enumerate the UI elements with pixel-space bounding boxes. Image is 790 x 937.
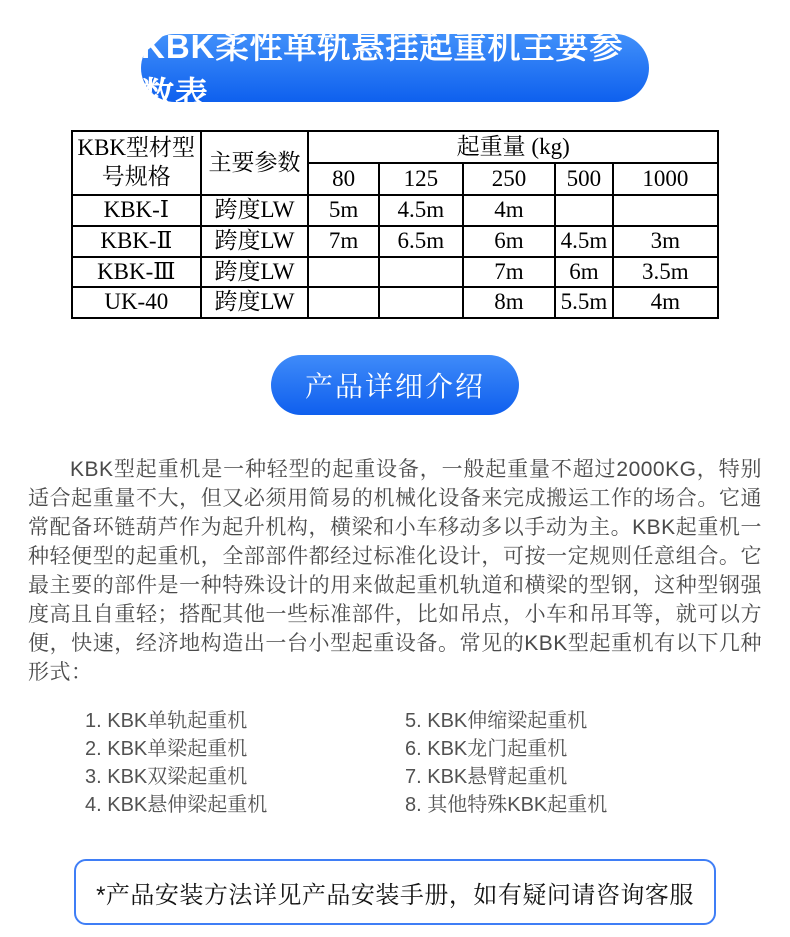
intro-paragraph: KBK型起重机是一种轻型的起重设备，一般起重量不超过2000KG，特别适合起重量不大，但又必须用简易的机械化设备来完成搬运工作的场合。它通常配备环链葫芦作为起升机构，横梁和小车移动多以手动为主。KBK起重机一种轻便型的起重机，全部部件都经过标准化设计，可按一定规则任意组合。它最主要的部件是一种特殊设计的用来做起重机轨道和横梁的型钢，这种型钢强度高且自重轻；搭配其他一些标准部件，比如吊点，小车和吊耳等，就可以方便，快速，经济地构造出一台小型起重设备。常见的KBK型起重机有以下几种形式： xyxy=(28,458,762,684)
table-row xyxy=(72,195,718,226)
list-item: 5. KBK伸缩梁起重机 xyxy=(405,710,588,732)
param-cell: 跨度LW xyxy=(201,195,309,226)
list-item: 1. KBK单轨起重机 xyxy=(85,710,248,732)
value-cell xyxy=(613,195,718,226)
value-cell: 5.5m xyxy=(555,287,612,318)
value-cell: 5m xyxy=(308,195,378,226)
table-row xyxy=(72,287,718,318)
value-cell: 3m xyxy=(613,226,718,257)
capacity-header-cell: 80 xyxy=(308,163,378,195)
product-detail-button-label: 产品详细介绍 xyxy=(304,371,485,402)
value-cell: 4.5m xyxy=(379,195,463,226)
param-cell: 跨度LW xyxy=(201,226,309,257)
list-item: 3. KBK双梁起重机 xyxy=(85,766,248,788)
crane-type-list-right xyxy=(405,707,790,819)
table-header-row-1 xyxy=(72,131,718,163)
value-cell: 6m xyxy=(463,226,555,257)
value-cell xyxy=(308,257,378,288)
value-cell: 6.5m xyxy=(379,226,463,257)
value-cell: 4m xyxy=(463,195,555,226)
parameters-table xyxy=(71,130,719,319)
capacity-header-cell: 500 xyxy=(555,163,612,195)
value-cell: 4m xyxy=(613,287,718,318)
list-item: 7. KBK悬臂起重机 xyxy=(405,766,568,788)
model-cell: UK-40 xyxy=(72,287,201,318)
model-cell: KBK-Ⅲ xyxy=(72,257,201,288)
value-cell: 8m xyxy=(463,287,555,318)
capacity-group-header-cell: 起重量 (kg) xyxy=(308,131,718,163)
model-cell: KBK-Ⅰ xyxy=(72,195,201,226)
list-item: 8. 其他特殊KBK起重机 xyxy=(405,794,608,816)
param-cell: 跨度LW xyxy=(201,287,309,318)
installation-note-box xyxy=(74,859,716,925)
param-header-cell: 主要参数 xyxy=(201,131,309,195)
crane-type-list-left xyxy=(85,707,405,819)
capacity-header-cell: 125 xyxy=(379,163,463,195)
capacity-header-cell: 250 xyxy=(463,163,555,195)
corner-header-cell: KBK型材型号规格 xyxy=(72,131,201,195)
value-cell: 7m xyxy=(308,226,378,257)
value-cell: 6m xyxy=(555,257,612,288)
capacity-header-cell: 1000 xyxy=(613,163,718,195)
param-cell: 跨度LW xyxy=(201,257,309,288)
value-cell xyxy=(379,287,463,318)
table-row xyxy=(72,257,718,288)
list-item: 4. KBK悬伸梁起重机 xyxy=(85,794,268,816)
page-title: KBK柔性单轨悬挂起重机主要参数表 xyxy=(141,28,624,112)
value-cell xyxy=(379,257,463,288)
model-cell: KBK-Ⅱ xyxy=(72,226,201,257)
value-cell: 4.5m xyxy=(555,226,612,257)
value-cell: 3.5m xyxy=(613,257,718,288)
value-cell xyxy=(555,195,612,226)
value-cell xyxy=(308,287,378,318)
installation-note-text: *产品安装方法详见产品安装手册，如有疑问请咨询客服 xyxy=(96,881,694,909)
crane-type-list xyxy=(85,707,790,819)
value-cell: 7m xyxy=(463,257,555,288)
table-row xyxy=(72,226,718,257)
title-banner xyxy=(141,28,649,112)
product-detail-button[interactable] xyxy=(271,355,519,415)
list-item: 6. KBK龙门起重机 xyxy=(405,738,568,760)
list-item: 2. KBK单梁起重机 xyxy=(85,738,248,760)
